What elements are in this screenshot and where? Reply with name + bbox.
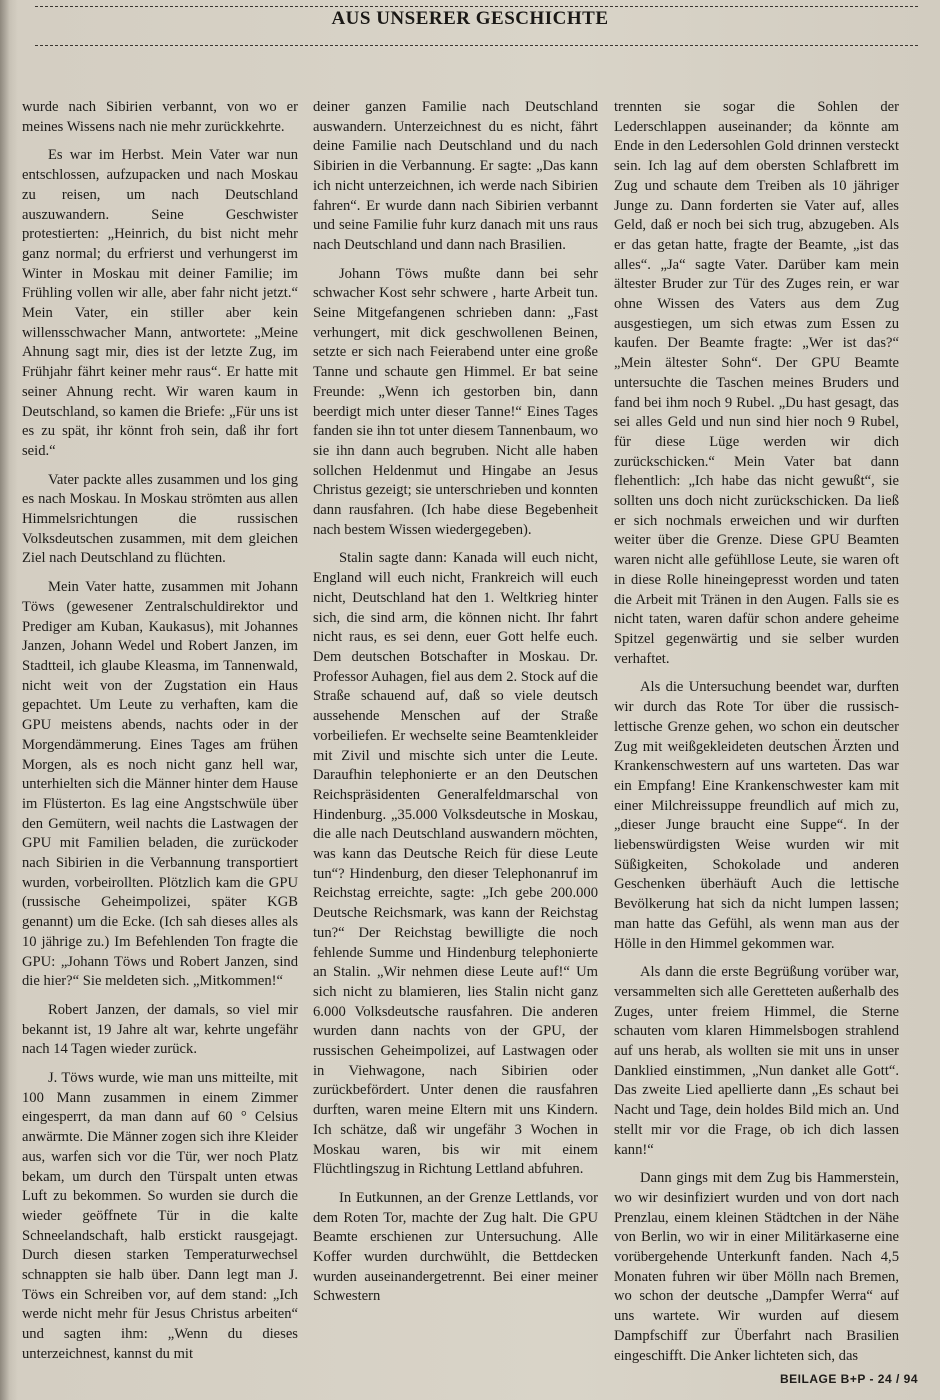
paragraph: Johann Töws mußte dann bei sehr schwacher Kost sehr schwere , harte Arbeit tun. Seine Mitgefangenen schrieben dann: „Fast verhungert, mit dick geschwollenen Beinen, setzte er sich nach Feierabend unter eine große Tanne und schaute gen Himmel. Er bat seine Freunde: „Wenn ich gestorben bin, dann beerdigt mich unter dieser Tanne!“ Eines Tages fanden sie ihn tot unter diesem Tannenbaum, wo sie ihn dann auch begruben. Nicht alle haben sollchen Heldenmut und Hingabe an Jesus Christus gezeigt; sie unterschrieben und konnten dann rausfahren. (Ich habe diese Begebenheit nach bestem Wissen wiedergegeben). [313,265,598,538]
paragraph: Stalin sagte dann: Kanada will euch nicht, England will euch nicht, Frankreich will euch nicht, Deutschland hat den 1. Weltkrieg hinter sich, die sind arm, die können nicht. Ihr fahrt nicht raus, es sei denn, euer Gott helfe euch. Dem deutschen Botschafter in Moskau. Dr. Professor Auhagen, fiel aus dem 2. Stock auf die Straße schauend auf, daß so viele deutsch aussehende Menschen auf der Straße vorbeiliefen. Er wechselte seine Beamtenkleider mit Zivil und mischte sich unter die Leute. Daraufhin telephonierte er an den Deutschen Reichspräsidenten Generalfeldmarschal von Hindenburg. „35.000 Volksdeutsche in Moskau, die alle nach Deutschland auswandern möchten, was kann das Deutsche Reich für diese Leute tun“? Hindenburg, den dieser Telephonanruf im Reichstag erreichte, sagte: „Ich gebe 200.000 Deutsche Reichsmark, was kann der Reichstag tun?“ Der Reichstag bewilligte die noch fehlende Summe und Hindenburg telephonierte an Stalin. „Wir nehmen diese Leute auf!“ Um sich nicht zu blamieren, lies Stalin nicht ganz 6.000 Volksdeutsche rausfahren. Die anderen wurden dann nachts von der GPU, der russischen Geheimpolizei, auf Lastwagen oder in Viehwagone, nach Sibirien oder zurückbefördert. Unter denen die rausfahren durften, waren meine Eltern mit uns Kindern. Ich schätze, daß wir ungefähr 3 Wochen in Moskau waren, bis wir mit einem Flüchtlingszug in Richtung Lettland abfuhren. [313,550,598,1178]
text-column-2 [313,98,598,1307]
paragraph: trennten sie sogar die Sohlen der Lederschlappen auseinander; da könnte am Ende in den Ledersohlen Gold drinnen versteckt sein. Ich lag auf dem obersten Schlafbrett im Zug und schaute dem Treiben als 10 jähriger Junge zu. Dann forderten sie Vater auf, alles Geld, daß er noch bei sich trug, abzugeben. Als er das getan hatte, fragte der Beamte, „ist das alles“. „Ja“ sagte Vater. Darüber kam mein ältester Bruder zur Tür des Zuges rein, er war ohne Wissen des Vaters aus dem Zug ausgestiegen, um sich etwas zum Essen zu kaufen. Der Beamte fragte: „Wer ist das?“ „Mein ältester Sohn“. Der GPU Beamte untersuchte die Taschen meines Bruders und fand bei ihm noch 9 Rubel. „Du hast gesagt, das sei alles Geld und nun sind hier noch 9 Rubel, für diese Lüge werden wir dich zurückschicken.“ Mein Vater bat dann flehentlich: „Ich habe das nicht gewußt“, sie sollten uns doch nicht zurückschicken. Da ließ er sich nochmals erweichen und wir durften weiter über die Grenze. Diese GPU Beamten waren nicht alle gefühllose Leute, sie waren oft in diese Rolle hineingepresst worden und taten die Arbeit mit Tränen in den Augen. Falls sie es nicht taten, waren dafür schon andere geheime Spitzel gegenwärtig und sie selber wurden verhaftet. [614,99,899,667]
text-column-3 [614,98,899,1366]
paragraph: Mein Vater hatte, zusammen mit Johann Töws (gewesener Zentralschuldirektor und Prediger am Kuban, Kaukasus), mit Johannes Janzen, Johann Wedel und Robert Janzen, im Stadtteil, ich glaube Kleasma, im Tannenwald, nicht weit von der Zugstation ein Haus gepachtet. Um Leute zu verhaften, kam die GPU meistens abends, nachts oder in der Morgendämmerung. Eines Tages am frühen Morgen, als es noch nicht ganz hell war, unterhielten sich die Männer hinter dem Hause im Flüsterton. Es lag eine Angstschwüle über den Gemütern, weil nachts die Lastwagen der GPU mit Familien beladen, die zurückoder nach Sibirien in die Verbannung transportiert wurden, vorbeirollten. Plötzlich kam die GPU (russische Geheimpolizei, später KGB genannt) um die Ecke. (Ich sah dieses alles als 10 jährige zu.) Im Befehlenden Ton fragte die GPU: „Johann Töws und Robert Janzen, sind die hier?“ Sie meldeten sich. „Mitkommen!“ [22,579,298,990]
paragraph: Als dann die erste Begrüßung vorüber war, versammelten sich alle Geretteten außerhalb des Zuges, unter freiem Himmel, die Sterne schauten vom klaren Himmelsbogen strahlend auf uns herab, als wollten sie mit uns in unser Danklied einstimmen, „Nun danket alle Gott“. Das zweite Lied apellierte dann „Es schaut bei Nacht und Tage, dein holdes Bild mich an. Und stellt mir vor die Frage, ob ich dich lassen kann!“ [614,964,899,1158]
page-footer: BEILAGE B+P - 24 / 94 [780,1372,918,1386]
section-title: AUS UNSERER GESCHICHTE [331,8,609,29]
text-column-1 [22,98,298,1365]
paragraph: wurde nach Sibirien verbannt, von wo er meines Wissens nach nie mehr zurückkehrte. [22,99,298,135]
paragraph: Es war im Herbst. Mein Vater war nun entschlossen, aufzupacken und nach Moskau zu reisen, um nach Deutschland auszuwandern. Seine Geschwister protestierten: „Heinrich, du bist nicht mehr ganz normal; du erfrierst und verhungerst im Winter in Moskau mit deiner Familie; im Frühling vollen wir alle, aber fahr nicht jetzt.“ Mein Vater, ein stiller aber kein willensschwacher Mann, antwortete: „Meine Ahnung sagt mir, dies ist der letzte Zug, im Frühjahr fährt keiner mehr raus“. Er hatte mit seiner Ahnung recht. Wir waren kaum in Deutschland, so kamen die Briefe: „Für uns ist es zu spät, ihr könnt froh sein, daß ihr fort seid.“ [22,147,298,459]
header-rule-bottom [35,45,918,46]
paragraph: Vater packte alles zusammen und los ging es nach Moskau. In Moskau strömten aus allen Himmelsrichtungen die russischen Volksdeutschen zusammen, mit dem gleichen Ziel nach Deutschland zu flüchten. [22,471,298,567]
header-rule-top [35,6,918,7]
paragraph: deiner ganzen Familie nach Deutschland auswandern. Unterzeichnest du es nicht, fährt deine Familie nach Deutschland und du nach Sibirien in die Verbannung. Er sagte: „Das kann ich nicht unterzeichnen, ich werde nach Sibirien fahren“. Er wurde dann nach Sibirien verbannt und seine Familie fuhr kurz danach mit uns raus nach Deutschland und dann nach Brasilien. [313,99,598,253]
page-spine-shadow [0,0,10,1400]
paragraph: J. Töws wurde, wie man uns mitteilte, mit 100 Mann zusammen in einem Zimmer eingesperrt, da man dann auf 60 ° Celsius anwärmte. Die Männer zogen sich ihre Kleider aus, warfen sich vor die Tür, wer noch Platz bekam, um durch den Türspalt unten etwas Luft zu bekommen. So wurden sie durch die wieder geöffnete Tür in die kalte Schneelandschaft, halb erstickt rausgejagt. Durch diesen starken Temperaturwechsel schnappten sie halb über. Dann legt man J. Töws ein Schreiben vor, auf dem stand: „Ich werde nicht mehr für Jesus Christus arbeiten“ und sagten ihm: „Wenn du dieses unterzeichnest, kannst du mit [22,1070,298,1362]
paragraph: Als die Untersuchung beendet war, durften wir durch das Rote Tor über die russisch-lettische Grenze gehen, wo schon ein deutscher Zug mit weißgekleideten deutschen Ärzten und Krankenschwestern auf uns warteten. Das war ein Empfang! Eine Krankenschwester kam mit einer Milchreissuppe freundlich auf mich zu, „dieser Junge braucht eine Suppe“. In der liebenswürdigsten Weise wurden wir mit Süßigkeiten, Schokolade und anderen Geschenken überhäuft Auch die lettische Bevölkerung hat sich da nicht lumpen lassen; man hatte das Gefühl, als wenn man aus der Hölle in den Himmel gekommen war. [614,679,899,952]
paragraph: Dann gings mit dem Zug bis Hammerstein, wo wir desinfiziert wurden und von dort nach Prenzlau, einem kleinen Städtchen in der Nähe von Berlin, wo wir in einer Militärkaserne eine vorübergehende Unterkunft fanden. Nach 4,5 Monaten fuhren wir über Mölln nach Bremen, wo schon der deutsche „Dampfer Werra“ auf uns wartete. Wir wurden auf diesem Dampfschiff zur Überfahrt nach Brasilien eingeschifft. Die Anker lichteten sich, das [614,1170,899,1364]
paragraph: Robert Janzen, der damals, so viel mir bekannt ist, 19 Jahre alt war, kehrte ungefähr nach 14 Tagen wieder zurück. [22,1001,298,1058]
paragraph: In Eutkunnen, an der Grenze Lettlands, vor dem Roten Tor, machte der Zug halt. Die GPU Beamte erschienen zur Untersuchung. Alle Koffer wurden durchwühlt, die Bettdecken wurden auseinandergetrennt. Bei einer meiner Schwestern [313,1189,598,1305]
